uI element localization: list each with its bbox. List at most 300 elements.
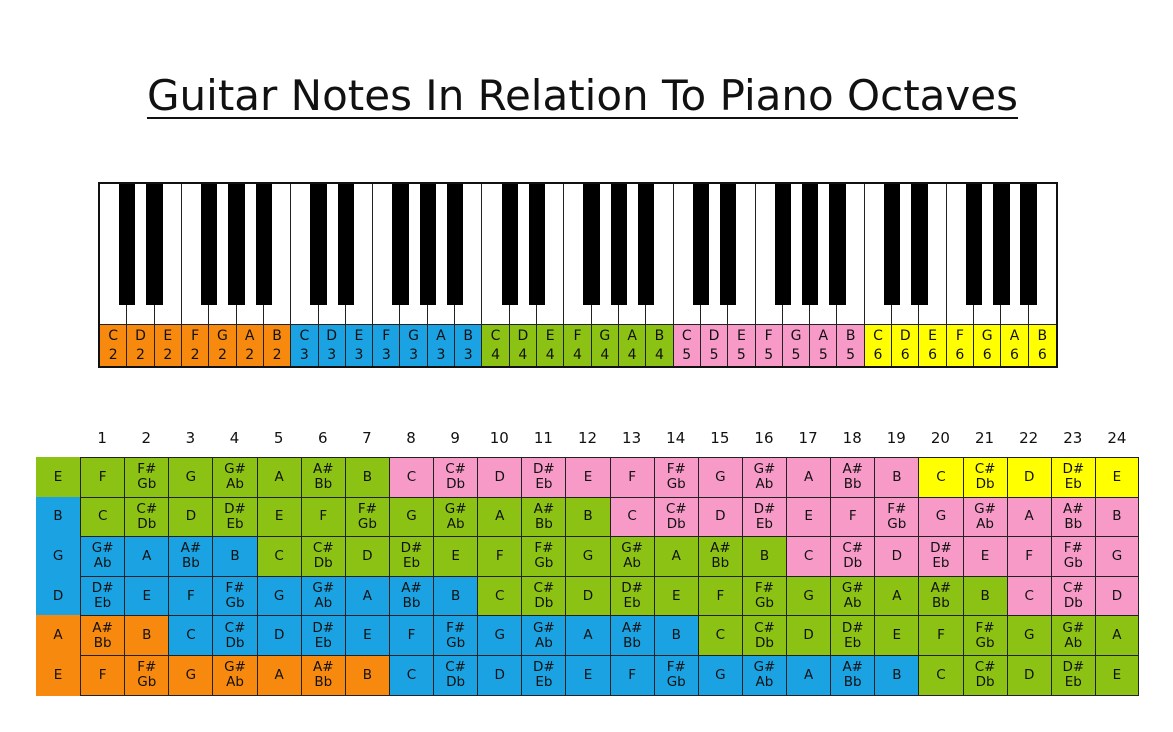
open-string-b [36, 497, 81, 538]
note-alt-name: Gb [754, 595, 774, 612]
piano-key-label [482, 324, 508, 366]
open-string-a [36, 615, 81, 656]
fret-cell-high-e [1007, 457, 1052, 498]
note-name: C [715, 627, 726, 644]
piano-black-key [638, 184, 654, 305]
note-name: A [1024, 508, 1034, 525]
note-alt-name: Eb [226, 515, 244, 532]
fret-number: 19 [886, 429, 906, 447]
note-alt-name: Bb [843, 674, 862, 691]
note-name: A [274, 666, 284, 683]
fret-number: 22 [1019, 429, 1039, 447]
note-name: C [936, 468, 946, 485]
fret-number: 3 [185, 429, 196, 447]
note-name: C# [445, 461, 466, 478]
note-name: A [803, 468, 814, 485]
note-name: F# [887, 500, 907, 517]
piano-key-octave: 3 [436, 347, 446, 363]
piano-key-octave: 6 [900, 347, 910, 363]
note-name: A [142, 547, 152, 564]
note-name: E [274, 508, 284, 525]
piano-black-key [993, 184, 1009, 305]
fret-cell-a [521, 615, 566, 656]
piano-key-note: B [1037, 328, 1048, 344]
fret-cell-low-e [521, 655, 566, 696]
note-name: C# [136, 500, 158, 517]
note-alt-name: Eb [94, 595, 112, 612]
fret-number: 1 [97, 429, 107, 447]
piano-key-label [373, 324, 399, 366]
fret-cell-d [1007, 576, 1052, 617]
fret-cell-a [477, 615, 522, 656]
piano-key-label [400, 324, 426, 366]
fret-number: 7 [362, 429, 372, 447]
fret-cell-a [1007, 615, 1052, 656]
fret-cell-a [565, 615, 610, 656]
fret-cell-b [521, 497, 566, 538]
piano-key-note: E [354, 328, 364, 344]
piano-black-key [338, 184, 354, 305]
fret-cell-b [918, 497, 963, 538]
note-name: F# [666, 461, 686, 478]
fret-number: 15 [710, 429, 730, 447]
note-alt-name: Bb [843, 476, 862, 493]
note-name: C# [974, 461, 996, 478]
piano-keyboard [98, 182, 1058, 368]
note-name: F# [1063, 540, 1083, 557]
note-name: E [980, 547, 990, 564]
fret-cell-g [521, 536, 566, 577]
fret-number: 24 [1107, 429, 1127, 447]
fret-cell-d [301, 576, 346, 617]
fret-number: 13 [622, 429, 642, 447]
fret-cell-b [786, 497, 831, 538]
note-name: D [1023, 468, 1035, 485]
piano-black-key [966, 184, 982, 305]
piano-key-octave: 4 [600, 347, 610, 363]
piano-key-octave: 2 [108, 347, 118, 363]
fret-number: 10 [489, 429, 509, 447]
note-name: D [1111, 587, 1123, 604]
note-name: F# [534, 540, 554, 557]
note-name: A [53, 627, 63, 644]
piano-key-label [510, 324, 536, 366]
fret-cell-high-e [565, 457, 610, 498]
note-name: G# [312, 580, 335, 597]
piano-key-octave: 4 [627, 347, 637, 363]
piano-key-octave: 6 [982, 347, 992, 363]
fret-cell-d [521, 576, 566, 617]
piano-key-label [756, 324, 782, 366]
note-alt-name: Gb [137, 476, 157, 493]
note-alt-name: Ab [226, 674, 244, 691]
fret-number: 6 [318, 429, 328, 447]
piano-key-note: E [928, 328, 937, 344]
fret-cell-high-e [345, 457, 390, 498]
fret-cell-g [1051, 536, 1096, 577]
piano-key-note: E [545, 328, 555, 344]
note-name: F [628, 666, 636, 683]
fret-cell-high-e [80, 457, 125, 498]
note-name: C# [1062, 580, 1084, 597]
note-name: F [1025, 547, 1034, 564]
fret-cell-b [389, 497, 434, 538]
fret-cell-high-e [610, 457, 655, 498]
note-alt-name: Bb [314, 476, 333, 493]
piano-key-note: D [135, 328, 146, 344]
piano-key-label [592, 324, 618, 366]
fret-cell-g [124, 536, 169, 577]
note-name: D [273, 627, 285, 644]
note-alt-name: Eb [623, 595, 641, 612]
note-name: C [406, 666, 417, 683]
fret-cell-g [212, 536, 257, 577]
fret-cell-b [654, 497, 699, 538]
fret-cell-d [654, 576, 699, 617]
piano-key-label [346, 324, 372, 366]
fret-cell-b [345, 497, 390, 538]
note-name: F [187, 587, 195, 604]
fret-cell-high-e [654, 457, 699, 498]
piano-key-octave: 4 [573, 347, 582, 363]
note-name: G [715, 666, 726, 683]
fret-cell-a [1051, 615, 1096, 656]
fret-cell-a [301, 615, 346, 656]
fret-cell-d [874, 576, 919, 617]
fret-cell-g [565, 536, 610, 577]
fret-cell-high-e [1095, 457, 1139, 498]
piano-key-octave: 2 [245, 347, 255, 363]
fret-number: 4 [229, 429, 240, 447]
note-name: A# [621, 619, 643, 636]
piano-black-key [611, 184, 627, 305]
note-name: A [495, 508, 505, 525]
fret-cell-high-e [212, 457, 257, 498]
piano-key-label [810, 324, 836, 366]
note-name: F [716, 587, 725, 604]
fret-cell-high-e [389, 457, 434, 498]
piano-key-octave: 5 [818, 347, 828, 363]
note-name: A# [313, 659, 334, 676]
note-name: B [980, 587, 990, 604]
piano-key-octave: 5 [709, 347, 719, 363]
note-name: B [362, 666, 373, 683]
note-name: D# [753, 500, 776, 517]
note-name: G# [444, 500, 467, 517]
note-name: C# [533, 580, 555, 597]
piano-key-octave: 5 [846, 347, 856, 363]
piano-key-octave: 2 [136, 347, 145, 363]
piano-key-label [701, 324, 727, 366]
note-name: D [362, 547, 373, 564]
fret-cell-low-e [389, 655, 434, 696]
fret-cell-d [610, 576, 655, 617]
note-name: G [715, 468, 726, 485]
piano-key-note: B [845, 328, 856, 344]
note-name: F# [446, 619, 466, 636]
note-name: G [273, 587, 285, 604]
note-name: F [407, 627, 416, 644]
piano-key-note: B [654, 328, 665, 344]
note-name: A# [710, 540, 731, 557]
note-alt-name: Db [1063, 595, 1083, 612]
piano-key-note: D [326, 328, 338, 344]
note-alt-name: Db [225, 634, 245, 651]
fret-cell-d [830, 576, 875, 617]
piano-key-octave: 6 [1037, 347, 1047, 363]
note-name: C [97, 508, 108, 525]
fret-cell-a [124, 615, 169, 656]
note-name: B [759, 547, 770, 564]
fret-number: 17 [798, 429, 818, 447]
note-name: D [803, 627, 814, 644]
note-alt-name: Eb [1064, 476, 1082, 493]
fret-cell-b [477, 497, 522, 538]
fret-cell-low-e [742, 655, 787, 696]
piano-key-note: B [272, 328, 282, 344]
note-name: D# [930, 540, 952, 557]
fret-cell-d [257, 576, 302, 617]
fret-cell-low-e [786, 655, 831, 696]
note-name: F# [137, 659, 157, 676]
fret-cell-d [963, 576, 1008, 617]
fret-cell-low-e [477, 655, 522, 696]
fret-number: 8 [406, 429, 416, 447]
piano-key-label [919, 324, 945, 366]
piano-key-octave: 5 [764, 347, 774, 363]
note-alt-name: Eb [535, 674, 553, 691]
fret-cell-b [610, 497, 655, 538]
piano-key-note: C [681, 328, 692, 344]
piano-black-key [911, 184, 927, 305]
piano-key-label [428, 324, 454, 366]
fret-cell-high-e [874, 457, 919, 498]
note-name: D [185, 508, 197, 525]
fret-cell-high-e [963, 457, 1008, 498]
note-name: C# [224, 619, 246, 636]
open-string-g [36, 536, 81, 577]
note-name: A# [401, 580, 422, 597]
note-alt-name: Bb [623, 634, 642, 651]
piano-key-octave: 5 [791, 347, 801, 363]
note-name: B [671, 627, 681, 644]
note-name: F# [754, 580, 774, 597]
note-name: E [363, 627, 372, 644]
note-alt-name: Eb [844, 634, 862, 651]
note-alt-name: Eb [932, 555, 950, 572]
fret-cell-g [1095, 536, 1139, 577]
fret-number: 2 [141, 429, 152, 447]
note-name: G# [224, 461, 246, 478]
fret-cell-low-e [698, 655, 743, 696]
note-alt-name: Bb [314, 674, 333, 691]
fret-cell-low-e [874, 655, 919, 696]
piano-key-label [865, 324, 891, 366]
note-alt-name: Bb [93, 634, 112, 651]
fret-cell-d [212, 576, 257, 617]
note-name: B [892, 666, 902, 683]
note-name: G [582, 547, 594, 564]
piano-key-octave: 3 [299, 347, 309, 363]
fret-number: 14 [666, 429, 686, 447]
note-name: B [53, 508, 63, 525]
note-alt-name: Bb [181, 555, 200, 572]
note-name: B [142, 627, 152, 644]
piano-key-note: E [163, 328, 173, 344]
fret-cell-g [742, 536, 787, 577]
note-name: C# [754, 619, 775, 636]
note-name: D [582, 587, 594, 604]
piano-black-key [119, 184, 135, 305]
fret-cell-low-e [1051, 655, 1096, 696]
note-alt-name: Eb [402, 555, 421, 572]
note-alt-name: Db [754, 634, 774, 651]
note-name: G [494, 627, 505, 644]
piano-key-octave: 3 [354, 347, 364, 363]
piano-black-key [1020, 184, 1036, 305]
piano-key-note: F [191, 328, 200, 344]
fret-cell-a [786, 615, 831, 656]
fret-cell-low-e [963, 655, 1008, 696]
note-name: F [937, 627, 945, 644]
note-name: D# [533, 659, 555, 676]
fret-cell-b [301, 497, 346, 538]
note-alt-name: Db [666, 515, 686, 532]
fret-cell-low-e [301, 655, 346, 696]
note-name: A# [92, 619, 113, 636]
note-name: D [494, 666, 505, 683]
fret-cell-d [1051, 576, 1096, 617]
note-name: B [230, 547, 240, 564]
piano-key-label [182, 324, 208, 366]
fret-cell-d [477, 576, 522, 617]
note-name: G [1023, 627, 1035, 644]
note-name: A# [313, 461, 334, 478]
piano-key-note: F [764, 328, 773, 344]
piano-key-octave: 2 [163, 347, 173, 363]
fret-cell-b [830, 497, 875, 538]
note-name: A [362, 587, 372, 604]
piano-key-note: G [981, 328, 993, 344]
piano-key-note: B [463, 328, 474, 344]
note-name: C [406, 468, 417, 485]
open-string-d [36, 576, 81, 617]
note-alt-name: Ab [314, 595, 333, 612]
note-name: D [715, 508, 726, 525]
note-alt-name: Gb [887, 515, 907, 532]
fret-cell-d [698, 576, 743, 617]
fret-cell-high-e [521, 457, 566, 498]
note-name: G# [974, 500, 996, 517]
note-alt-name: Db [975, 674, 995, 691]
note-name: F [628, 468, 636, 485]
fret-cell-b [874, 497, 919, 538]
fret-cell-d [1095, 576, 1139, 617]
fret-cell-high-e [168, 457, 213, 498]
note-name: A# [180, 540, 202, 557]
fret-cell-a [389, 615, 434, 656]
note-name: F [319, 508, 328, 525]
note-alt-name: Ab [976, 515, 994, 532]
note-alt-name: Gb [534, 555, 554, 572]
piano-key-label [947, 324, 973, 366]
note-name: D# [224, 500, 246, 517]
fret-cell-low-e [565, 655, 610, 696]
note-name: G# [224, 659, 246, 676]
note-name: G [1111, 547, 1123, 564]
note-alt-name: Bb [534, 515, 553, 532]
note-name: D# [1062, 461, 1085, 478]
fret-number: 23 [1063, 429, 1083, 447]
note-name: G# [753, 659, 776, 676]
piano-key-octave: 4 [491, 347, 500, 363]
note-name: A# [930, 580, 952, 597]
fret-cell-g [654, 536, 699, 577]
fret-cell-d [389, 576, 434, 617]
note-alt-name: Db [446, 476, 466, 493]
note-alt-name: Eb [314, 634, 332, 651]
note-name: G [803, 587, 814, 604]
note-name: G [185, 666, 197, 683]
note-name: D# [621, 580, 643, 597]
fret-number: 11 [533, 429, 553, 447]
note-name: D [891, 547, 903, 564]
fret-cell-high-e [1051, 457, 1096, 498]
note-name: F [495, 547, 504, 564]
piano-key-note: A [627, 328, 637, 344]
note-name: A [892, 587, 902, 604]
note-alt-name: Gb [357, 515, 377, 532]
piano-black-key [392, 184, 408, 305]
fret-cell-g [963, 536, 1008, 577]
fret-cell-d [345, 576, 390, 617]
note-name: A [671, 547, 681, 564]
fret-cell-d [124, 576, 169, 617]
piano-key-label [892, 324, 918, 366]
note-alt-name: Gb [1063, 555, 1083, 572]
fret-cell-a [212, 615, 257, 656]
fret-cell-d [918, 576, 963, 617]
note-name: E [53, 468, 63, 485]
fret-cell-low-e [257, 655, 302, 696]
note-alt-name: Bb [711, 555, 730, 572]
note-name: G# [91, 540, 114, 557]
note-alt-name: Gb [446, 634, 466, 651]
note-name: G# [841, 580, 864, 597]
note-name: C [627, 508, 637, 525]
fret-cell-b [1051, 497, 1096, 538]
piano-key-note: C [873, 328, 883, 344]
piano-key-octave: 2 [217, 347, 227, 363]
fret-number: 5 [273, 429, 284, 447]
piano-key-octave: 4 [654, 347, 664, 363]
fret-cell-d [433, 576, 478, 617]
fret-cell-low-e [1007, 655, 1052, 696]
note-name: D [52, 587, 64, 604]
note-alt-name: Eb [1064, 674, 1082, 691]
fret-cell-a [963, 615, 1008, 656]
fret-cell-b [1095, 497, 1139, 538]
note-name: E [142, 587, 152, 604]
piano-key-note: F [382, 328, 391, 344]
fret-cell-g [345, 536, 390, 577]
fret-cell-g [80, 536, 125, 577]
fret-cell-d [168, 576, 213, 617]
piano-key-label [974, 324, 1000, 366]
piano-key-label [127, 324, 153, 366]
fret-cell-high-e [742, 457, 787, 498]
note-name: C [1024, 587, 1034, 604]
